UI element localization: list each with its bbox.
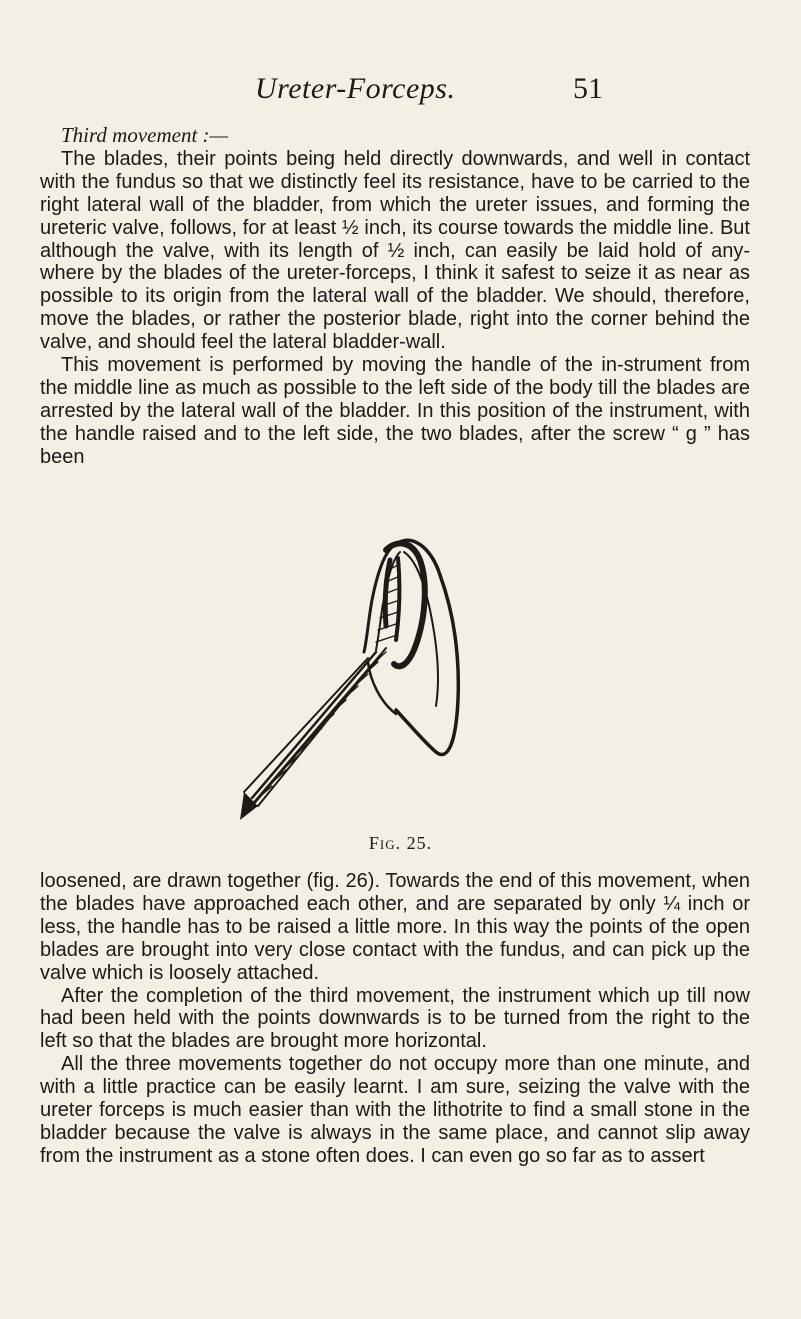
running-title: Ureter-Forceps.: [255, 72, 456, 105]
page-number: 51: [573, 72, 603, 105]
text-block-bottom: [40, 870, 750, 1168]
figure-caption: [0, 833, 801, 854]
paragraph: After the completion of the third movement, the instrument which up till now had been held with the points downwards is to be turned from the right to the left so that the blades are brought more horizontal.: [40, 984, 750, 1053]
paragraph: The blades, their points being held directly downwards, and well in contact with the fundus so that we distinctly feel its resistance, have to be carried to the right lateral wall of the bladder, from which the ureter issues, and forming the ureteric valve, follows, for at least ½ inch, its course towards the middle line. But although the valve, with its length of ½ inch, can easily be laid hold of any-where by the blades of the ureter-forceps, I think it safest to seize it as near as possible to its origin from the lateral wall of the bladder. We should, therefore, move the blades, or rather the posterior blade, right into the corner behind the valve, and should feel the lateral bladder-wall.: [40, 147, 750, 354]
figure-caption-text: Fig. 25.: [368, 833, 433, 853]
paragraph: loosened, are drawn together (fig. 26). Towards the end of this movement, when the blades have approached each other, and are separated by only ¼ inch or less, the handle has to be raised a little more. In this way the points of the open blades are brought into very close contact with the fundus, and can pick up the valve which is loosely attached.: [40, 870, 750, 984]
paragraph: All the three movements together do not occupy more than one minute, and with a little practice can be easily learnt. I am sure, seizing the valve with the ureter forceps is much easier than with the lithotrite to find a small stone in the bladder because the valve is always in the same place, and cannot slip away from the instrument as a stone often does. I can even go so far as to assert: [40, 1053, 750, 1167]
paragraph: This movement is performed by moving the handle of the in-strument from the middle line as much as possible to the left side of the body till the blades are arrested by the lateral wall of the bladder. In this position of the instrument, with the handle raised and to the left side, the two blades, after the screw “ g ” has been: [40, 354, 750, 468]
section-label: Third movement :—: [61, 123, 229, 147]
page-header: [0, 72, 801, 112]
ureter-forceps-blades-illustration: [200, 530, 620, 830]
text-block-top: [40, 124, 750, 469]
forceps-figure: [200, 530, 620, 830]
section-heading-paragraph: [40, 124, 750, 148]
